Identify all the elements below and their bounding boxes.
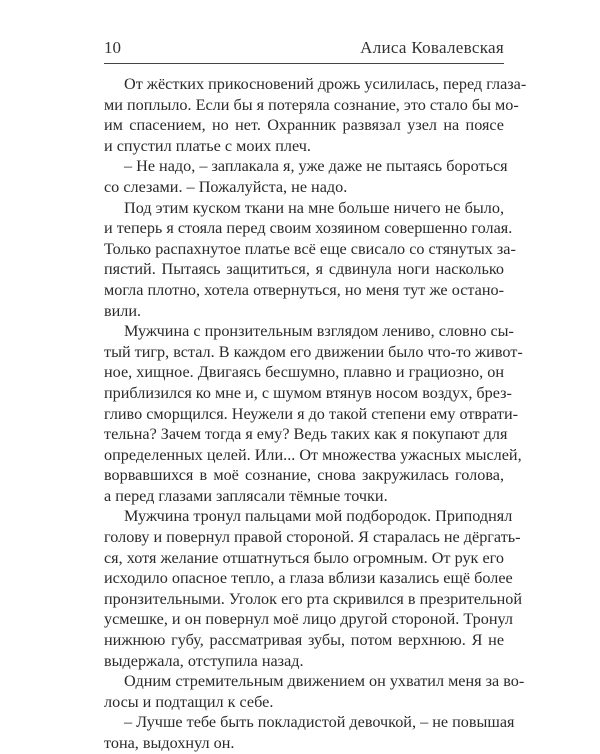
header-divider <box>104 63 504 64</box>
paragraph <box>104 74 527 156</box>
text-line: пронзительными. Уголок его рта скривился в презрительной <box>104 589 522 608</box>
text-line: гливо сморщился. Неужели я до такой степени ему отврати- <box>104 404 519 423</box>
text-line: Мужчина тронул пальцами мой подбородок. Приподнял <box>124 507 513 526</box>
text-line: со слезами. – Пожалуйста, не надо. <box>104 177 348 196</box>
text-line: От жёстких прикосновений дрожь усилилась, перед глаза- <box>124 75 527 93</box>
text-line: определенных целей. Или... От множества ужасных мыслей, <box>104 445 522 464</box>
text-line: пястий. Пытаясь защититься, я сдвинула ноги насколько <box>104 260 504 279</box>
text-line: усмешке, и он повернул моё лицо другой стороной. Тронул <box>104 610 513 629</box>
running-title: Алиса Ковалевская <box>360 38 504 57</box>
text-line: нижнюю губу, рассматривая зубы, потом верхнюю. Я не <box>104 631 504 650</box>
text-line: Под этим куском ткани на мне больше ничего не было, <box>124 198 504 217</box>
text-line: и спустил платье с моих плеч. <box>104 136 311 155</box>
text-line: тона, выдохнул он. <box>104 734 235 752</box>
paragraph <box>104 198 516 322</box>
text-line: ся, хотя желание отшатнуться было огромным. От рук его <box>104 548 504 567</box>
text-line: а перед глазами заплясали тёмные точки. <box>104 486 388 505</box>
text-line: исходило опасное тепло, а глаза вблизи казались ещё более <box>104 569 513 588</box>
page-number: 10 <box>104 38 121 57</box>
paragraph <box>104 712 515 753</box>
paragraph <box>104 156 508 197</box>
text-line: вили. <box>104 301 142 320</box>
text-line: ворвавшихся в моё сознание, снова закружилась голова, <box>104 466 504 485</box>
paragraph <box>104 506 522 671</box>
page-header <box>104 38 504 62</box>
text-line: лосы и подтащил к себе. <box>104 692 274 711</box>
paragraph <box>104 671 525 712</box>
text-line: тельна? Зачем тогда я ему? Ведь таких как я покупают для <box>104 425 508 444</box>
text-line: Одним стремительным движением он ухватил меня за во- <box>124 672 525 691</box>
text-line: ми поплыло. Если бы я потеряла сознание, это стало бы мо- <box>104 95 519 114</box>
text-line: ное, хищное. Двигаясь бесшумно, плавно и грациозно, он <box>104 363 504 382</box>
text-line: Только распахнутое платье всё еще свисало со стянутых за- <box>104 239 516 258</box>
paragraph <box>104 321 523 506</box>
text-line: голову и повернул правой стороной. Я старалась не дёргать- <box>104 528 521 547</box>
text-line: им спасением, но нет. Охранник развязал узел на поясе <box>104 116 504 135</box>
text-line: тый тигр, встал. В каждом его движении было что-то живот- <box>104 342 523 361</box>
text-line: могла плотно, хотела отвернуться, но меня тут же остано- <box>104 280 504 299</box>
text-line: Мужчина с пронзительным взглядом лениво, словно сы- <box>124 322 514 341</box>
body-text <box>104 74 527 754</box>
text-line: выдержала, отступила назад. <box>104 651 304 670</box>
text-line: приблизился ко мне и, с шумом втянув носом воздух, брез- <box>104 383 512 402</box>
text-line: – Лучше тебе быть покладистой девочкой, – не повышая <box>124 713 515 732</box>
text-line: и теперь я стояла перед своим хозяином совершенно голая. <box>104 219 513 238</box>
text-line: – Не надо, – заплакала я, уже даже не пытаясь бороться <box>124 157 508 176</box>
